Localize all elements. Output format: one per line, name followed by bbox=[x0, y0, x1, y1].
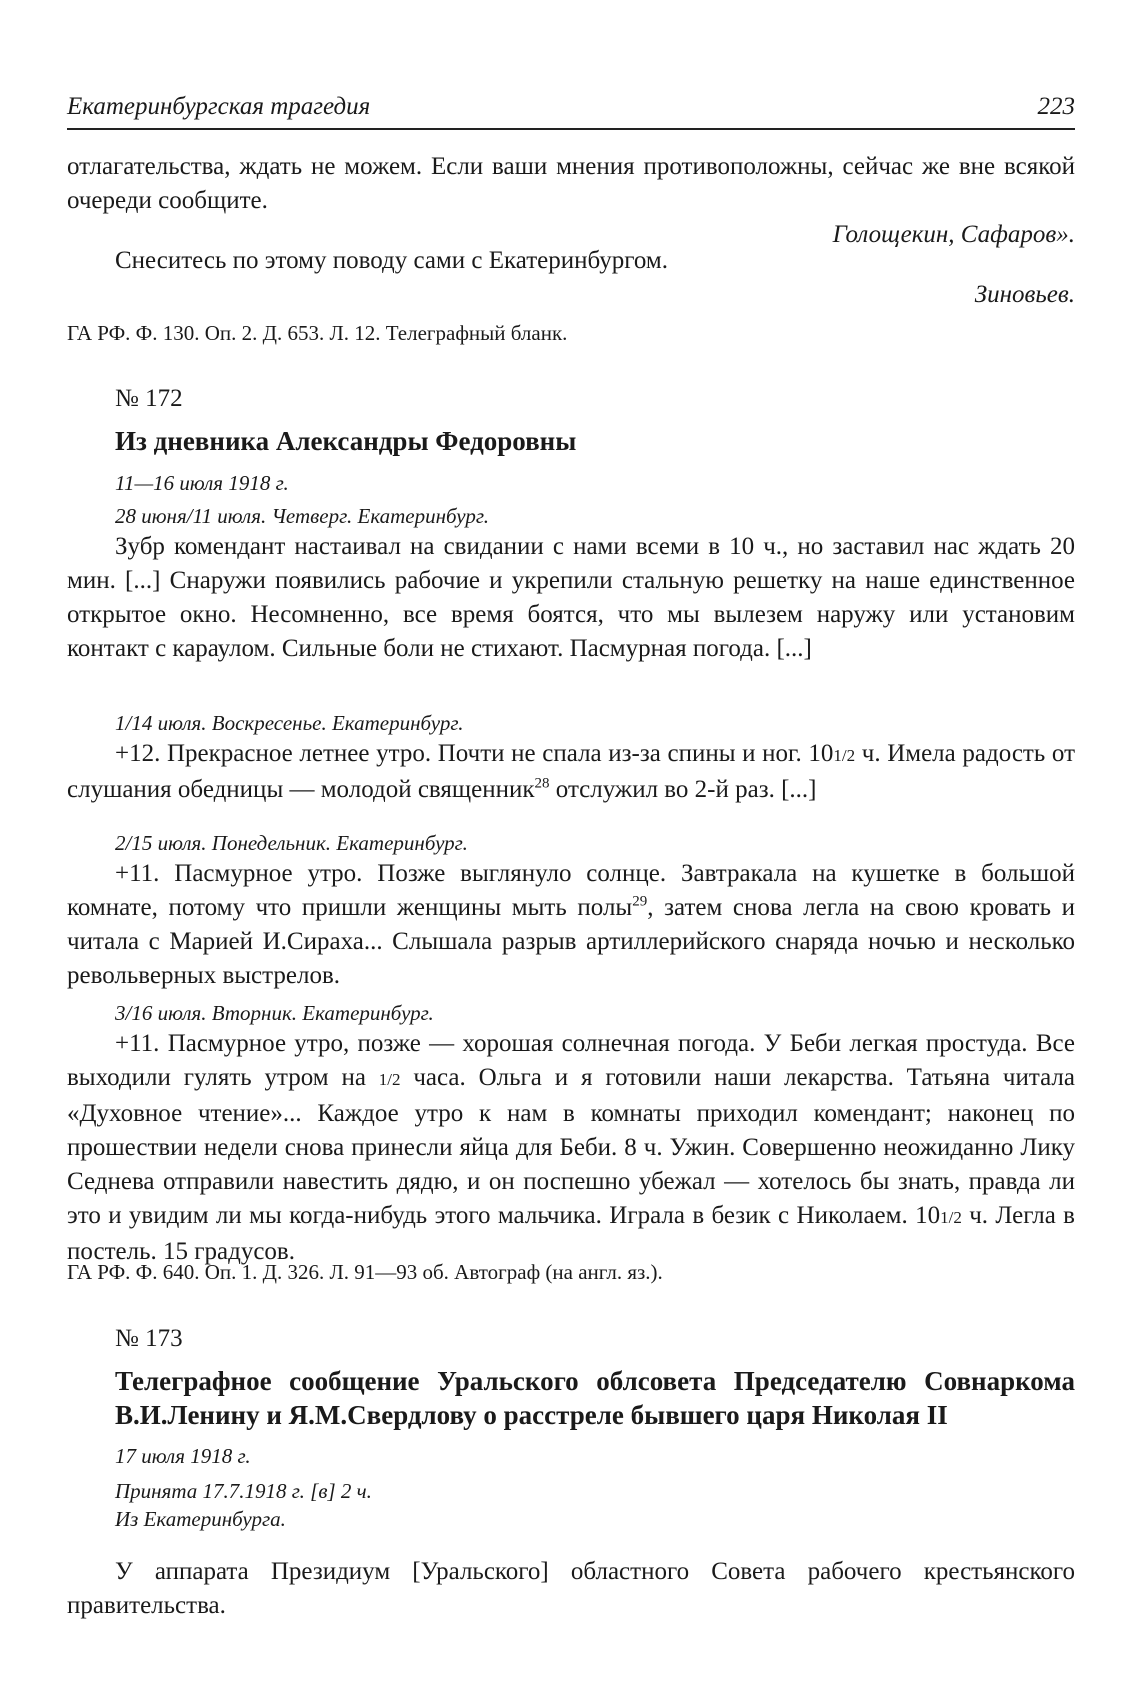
entry-heading: 2/15 июля. Понедельник. Екатеринбург. bbox=[115, 831, 468, 855]
running-header bbox=[67, 93, 1075, 121]
archive-source-172: ГА РФ. Ф. 640. Оп. 1. Д. 326. Л. 91—93 об. Автограф (на англ. яз.). bbox=[67, 1260, 663, 1284]
running-title: Екатеринбургская трагедия bbox=[67, 93, 371, 120]
signature-zinoviev: Зиновьев. bbox=[974, 281, 1075, 308]
doc-number-172: № 172 bbox=[115, 385, 183, 412]
origin-note: Из Екатеринбурга. bbox=[115, 1507, 286, 1531]
header-rule bbox=[67, 128, 1075, 130]
entry-heading: 3/16 июля. Вторник. Екатеринбург. bbox=[115, 1001, 434, 1025]
entry-heading: 28 июня/11 июля. Четверг. Екатеринбург. bbox=[115, 504, 490, 528]
footnote-ref: 29 bbox=[632, 893, 648, 910]
continuation-text: отлагательства, ждать не можем. Если ваши мнения противоположны, сейчас же вне всякой очереди сообщите. bbox=[67, 153, 1075, 214]
page-number: 223 bbox=[1037, 93, 1075, 120]
doc-title-173: Телеграфное сообщение Уральского облсовета Председателю Совнаркома В.И.Ленину и Я.М.Свердлову о расстреле бывшего царя Николая II bbox=[115, 1366, 1075, 1430]
footnote-ref: 28 bbox=[534, 775, 550, 792]
telegram-text: У аппарата Президиум [Уральского] областного Совета рабочего крестьянского правительства. bbox=[67, 1558, 1075, 1619]
archive-source-171: ГА РФ. Ф. 130. Оп. 2. Д. 653. Л. 12. Телеграфный бланк. bbox=[67, 321, 568, 345]
signature-goloshchekin: Голощекин, Сафаров». bbox=[832, 221, 1075, 248]
received-note: Принята 17.7.1918 г. [в] 2 ч. bbox=[115, 1479, 372, 1503]
doc-date-173: 17 июля 1918 г. bbox=[115, 1444, 251, 1468]
doc-date-172: 11—16 июля 1918 г. bbox=[115, 471, 289, 495]
entry-text: +11. Пасмурное утро. Позже выглянуло солнце. Завтракала на кушетке в большой комнате, потому что пришли женщины мыть полы$^{29}$, затем снова легла на свою кровать и читала с Марией И.Сираха... Слышала разрыв артиллерийского снаряда ночью и несколько револьверных выстрелов. bbox=[67, 860, 1075, 989]
doc-number-173: № 173 bbox=[115, 1325, 183, 1352]
entry-text: +11. Пасмурное утро, позже — хорошая солнечная погода. У Беби легкая простуда. Все выходили гулять утром на 1/2 часа. Ольга и я готовили наши лекарства. Татьяна читала «Духовное чтение»... Каждое утро к нам в комнаты приходил комендант; наконец по прошествии недели снова принесли яйца для Беби. 8 ч. Ужин. Совершенно неожиданно Лику Седнева отправили навестить дядю, и он поспешно убежал — хотелось бы знать, правда ли это и увидим ли мы когда-нибудь этого мальчика. Играла в безик с Николаем. 101/2 ч. Легла в постель. 15 градусов. bbox=[67, 1030, 1075, 1265]
entry-text: Зубр комендант настаивал на свидании с нами всеми в 10 ч., но заставил нас ждать 20 мин. [...] Снаружи появились рабочие и укрепили стальную решетку на наше единственное открытое окно. Несомненно, все время боятся, что мы вылезем наружу или установим контакт с караулом. Сильные боли не стихают. Пасмурная погода. [...] bbox=[67, 533, 1075, 662]
reply-text: Снеситесь по этому поводу сами с Екатеринбургом. bbox=[115, 247, 669, 274]
entry-heading: 1/14 июля. Воскресенье. Екатеринбург. bbox=[115, 711, 464, 735]
entry-text: +12. Прекрасное летнее утро. Почти не спала из-за спины и ног. 101/2 ч. Имела радость от слушания обедницы — молодой священник$^{28}$ отслужил во 2-й раз. [...] bbox=[67, 740, 1075, 803]
doc-title-172: Из дневника Александры Федоровны bbox=[115, 426, 577, 456]
